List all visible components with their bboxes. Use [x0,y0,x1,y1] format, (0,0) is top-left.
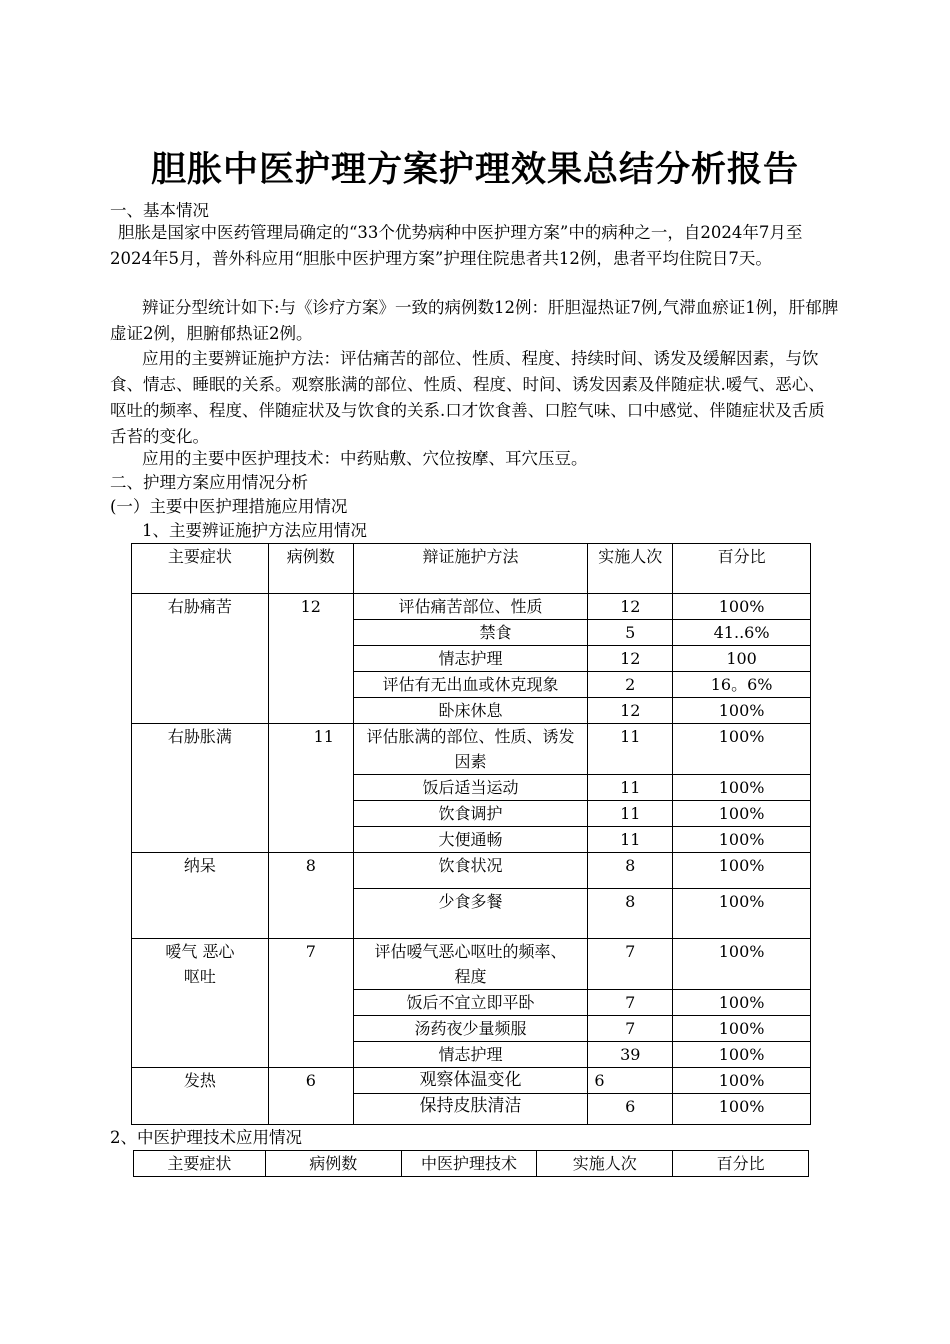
subsection-heading-measures: (一）主要中医护理措施应用情况 [110,497,348,516]
table-header-row [134,1151,809,1177]
times-cell: 6 [588,1094,673,1125]
paragraph-nursing-methods: 应用的主要辨证施护方法：评估痛苦的部位、性质、程度、持续时间、诱发及缓解因素，与饮食、情志、睡眠的关系。观察胀满的部位、性质、程度、时间、诱发因素及伴随症状.嗳气、恶心、呕吐的频率、程度、伴随症状及与饮食的关系.口才饮食善、口腔气味、口中感觉、伴随症状及舌质舌苔的变化。 [110,349,825,446]
cases-cell: 12 [268,594,353,724]
percent-cell: 100% [673,1042,811,1068]
method-cell: 饮食状况 [353,853,588,889]
times-cell: 7 [588,1016,673,1042]
method-cell: 评估有无出血或休克现象 [353,672,588,698]
percent-cell: 100% [673,853,811,889]
method-cell: 大便通畅 [353,827,588,853]
times-cell: 6 [588,1068,673,1094]
method-cell: 饭后适当运动 [353,775,588,801]
times-cell: 11 [588,827,673,853]
times-cell: 11 [588,801,673,827]
percent-cell: 100% [673,594,811,620]
method-cell: 卧床休息 [353,698,588,724]
header-cell: 实施人次 [588,544,673,594]
times-cell: 8 [588,889,673,939]
header-cell: 实施人次 [537,1151,673,1177]
method-cell: 评估嗳气恶心呕吐的频率、程度 [353,939,588,990]
times-cell: 12 [588,698,673,724]
percent-cell: 100% [673,1016,811,1042]
times-cell: 12 [588,594,673,620]
times-cell: 8 [588,853,673,889]
header-cell: 主要症状 [132,544,269,594]
method-cell: 饮食调护 [353,801,588,827]
tcm-techniques-table [133,1150,809,1177]
method-cell: 饭后不宜立即平卧 [353,990,588,1016]
cases-cell: 6 [268,1068,353,1125]
method-cell: 情志护理 [353,1042,588,1068]
percent-cell: 100% [673,1068,811,1094]
times-cell: 39 [588,1042,673,1068]
method-cell: 少食多餐 [353,889,588,939]
table-row [132,1068,811,1094]
paragraph-syndrome-stats: 辨证分型统计如下:与《诊疗方案》一致的病例数12例：肝胆湿热证7例,气滞血瘀证1例，肝郁脾虚证2例，胆腑郁热证2例。 [110,298,839,343]
percent-cell: 100% [673,939,811,990]
symptom-cell: 右胁胀满 [132,724,269,853]
header-cell: 主要症状 [134,1151,266,1177]
percent-cell: 100% [673,990,811,1016]
method-cell: 评估胀满的部位、性质、诱发因素 [353,724,588,775]
times-cell: 7 [588,939,673,990]
header-cell: 百分比 [673,1151,809,1177]
percent-cell: 100% [673,724,811,775]
symptom-cell: 纳呆 [132,853,269,939]
times-cell: 11 [588,775,673,801]
cases-cell: 8 [268,853,353,939]
percent-cell: 100% [673,698,811,724]
header-cell: 中医护理技术 [401,1151,537,1177]
table-header-row [132,544,811,594]
percent-cell: 100% [673,827,811,853]
nursing-methods-table [131,543,811,1125]
times-cell: 12 [588,646,673,672]
times-cell: 2 [588,672,673,698]
section-heading-analysis: 二、护理方案应用情况分析 [110,473,308,492]
header-cell: 百分比 [673,544,811,594]
method-cell: 保持皮肤清洁 [353,1094,588,1125]
percent-cell: 41..6% [673,620,811,646]
subsection-heading-methods: 1、主要辨证施护方法应用情况 [142,521,367,540]
method-cell: 评估痛苦部位、性质 [353,594,588,620]
percent-cell: 100 [673,646,811,672]
header-cell: 辩证施护方法 [353,544,588,594]
paragraph-tcm-techniques: 应用的主要中医护理技术：中药贴敷、穴位按摩、耳穴压豆。 [142,449,588,468]
cases-cell: 11 [268,724,353,853]
document-title: 胆胀中医护理方案护理效果总结分析报告 [150,149,799,190]
header-cell: 病例数 [268,544,353,594]
paragraph-intro: 胆胀是国家中医药管理局确定的“33个优势病种中医护理方案”中的病种之一，自2024年7月至2024年5月，普外科应用“胆胀中医护理方案”护理住院患者共12例，患者平均住院日7天。 [110,223,803,268]
header-cell: 病例数 [265,1151,401,1177]
section-heading-basic: 一、基本情况 [110,201,209,220]
method-cell: 禁食 [353,620,588,646]
table-row [132,594,811,620]
subsection-heading-techniques: 2、中医护理技术应用情况 [110,1128,302,1147]
percent-cell: 100% [673,775,811,801]
table-row [132,853,811,889]
symptom-cell: 嗳气 恶心呕吐 [132,939,269,1068]
times-cell: 7 [588,990,673,1016]
percent-cell: 100% [673,801,811,827]
table-row [132,724,811,775]
method-cell: 观察体温变化 [353,1068,588,1094]
percent-cell: 16。6% [673,672,811,698]
times-cell: 11 [588,724,673,775]
percent-cell: 100% [673,1094,811,1125]
symptom-cell: 发热 [132,1068,269,1125]
times-cell: 5 [588,620,673,646]
table-row [132,939,811,990]
symptom-cell: 右胁痛苦 [132,594,269,724]
cases-cell: 7 [268,939,353,1068]
percent-cell: 100% [673,889,811,939]
method-cell: 汤药夜少量频服 [353,1016,588,1042]
method-cell: 情志护理 [353,646,588,672]
